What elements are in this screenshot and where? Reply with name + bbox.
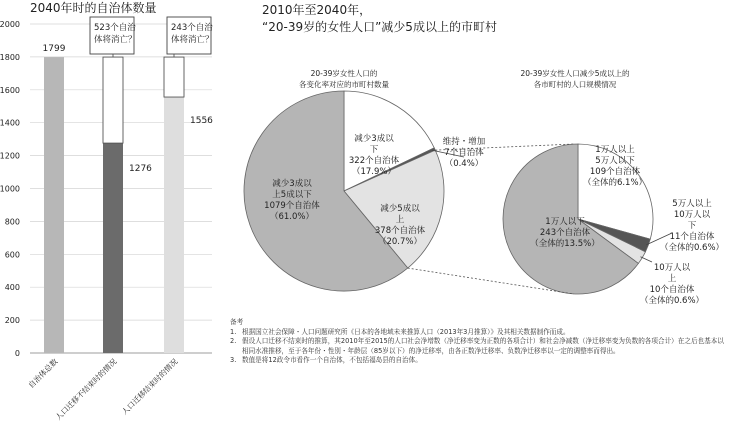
y-tick-label: 1200 [0,151,20,161]
right-title: “20-39岁的女性人口”减少5成以上的市町村 [262,20,497,34]
y-tick-label: 2000 [0,20,20,29]
pie-slice-label: 5万人以上 [672,199,712,209]
pie-slice-label: 7个自治体 [444,148,484,158]
pie-slice-label: 1079个自治体 [264,201,320,211]
y-tick-label: 1000 [0,184,20,194]
pie-subtitle: 20-39岁女性人口的 [310,69,378,78]
y-tick-label: 1400 [0,118,20,128]
pie-subtitle: 20-39岁女性人口减少5成以上的 [520,69,630,78]
pie-slice-label: 378个自治体 [374,226,426,236]
pie-slice-label: 1万人以下 [545,217,585,227]
y-tick-label: 800 [4,217,20,227]
y-tick-label: 200 [4,316,20,326]
notes-heading: 备考 [230,318,244,326]
pie-slice-label: 上 [667,274,677,284]
y-tick-label: 0 [14,349,20,358]
pie-slice-label: （0.4%） [444,159,484,169]
pie-slice-label: （全体的6.1%） [582,178,648,188]
note-text: 假设人口迁移不结束时的推算，其2010年至2015的人口社会净增数（净迁移率变为正数的各项合计）和社会净减数（净迁移率变为负数的各项合计）在之后也基本以相同水准推移，至于各年份・性别・年龄层（85岁以下）的净迁移率，由各正数净迁移率、负数净迁移率以一定的调整率而得出。 [242,337,724,355]
bar-value-label: 1799 [42,44,66,55]
callout-text: 体将消亡？ [94,35,137,45]
note-number: 2. [230,337,237,346]
pie-slice-label: 1万人以上 [595,145,635,155]
pie-slice-label: 11个自治体 [669,232,715,242]
y-tick-label: 1800 [0,52,20,62]
pie-slice-label: （全体的0.6%） [639,296,705,306]
bar-chart-title: 2040年时的自治体数量 [30,1,157,15]
callout-text: 体将消亡？ [171,35,214,45]
pie-slice-label: 5万人以下 [595,156,635,166]
note-text: 数值是将12政令市看作一个自治体，不包括福岛县的自治体。 [242,356,422,365]
lost-segment-outline [103,57,123,143]
pie-slice-label: （全体的13.5%） [530,239,600,249]
callout-text: 523个自治 [94,23,136,33]
leader-line [640,257,652,262]
pie-slice-label: 322个自治体 [348,156,400,166]
pie-slice-label: （61.0%） [269,212,315,222]
pie-slice-label: 10万人以 [673,210,711,220]
bar [164,97,184,353]
pie-subtitle: 各变化率对应的市町村数量 [299,80,389,89]
note-text: 根据国立社会保障・人口问题研究所《日本的各地域未来推算人口（2013年3月推算）》及其相关数据制作而成。 [242,327,570,336]
callout-text: 243个自治 [171,23,213,33]
right-title: 2010年至2040年， [262,3,372,17]
y-tick-label: 1600 [0,85,20,95]
pie-slice-label: 下 [369,145,379,155]
x-category-label: 人口迁移不结束时的情况 [53,357,119,422]
pie-slice-label: 减少3成以 [354,134,394,144]
note-item-2 [230,337,725,356]
y-tick-label: 600 [4,250,20,260]
pie-slice-label: 减少3成以 [272,179,312,189]
pie-slice-label: 109个自治体 [589,167,641,177]
pie-slice-label: 10个自治体 [649,285,695,295]
pie-slice-label: 下 [687,221,697,231]
pie-subtitle: 各市町村的人口规模情况 [533,80,617,89]
note-number: 1. [230,327,237,336]
pie-slice-label: 维持・增加 [442,137,486,147]
pie-slice-label: 10万人以 [653,263,691,273]
note-number: 3. [230,356,237,365]
x-category-label: 自治体总数 [26,357,60,390]
pie-slice-label: （20.7%） [377,237,423,247]
pie-slice-label: 上 [395,215,405,225]
bar-value-label: 1276 [129,164,152,175]
bar [44,57,64,353]
lost-segment-outline [164,57,184,97]
pie-slice-label: 减少5成以 [380,204,420,214]
notes-section [230,318,725,366]
bar [103,143,123,353]
y-tick-label: 400 [4,283,20,293]
bar-value-label: 1556 [190,116,213,127]
pie-slice-label: （全体的0.6%） [659,243,725,253]
x-category-label: 人口迁移结束时的情况 [120,357,180,417]
note-item-1 [230,328,725,338]
pie-slice-label: 上5成以下 [272,190,312,200]
pie-slice-label: 243个自治体 [539,228,591,238]
pie-slice-label: （17.9%） [351,167,397,177]
note-item-3 [230,356,725,366]
